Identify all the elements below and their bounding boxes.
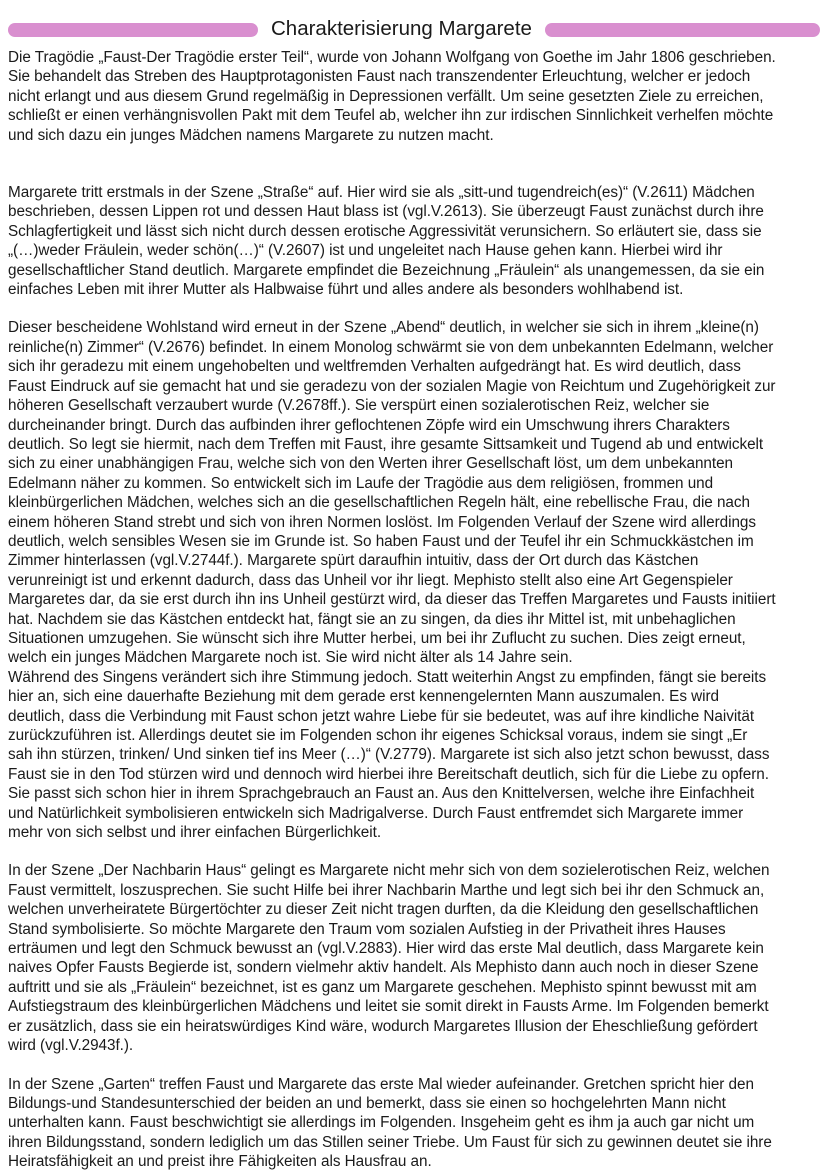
- paragraph-introduction: Die Tragödie „Faust-Der Tragödie erster Teil“, wurde von Johann Wolfgang von Goethe im Jahr 1806 geschrieben. Sie behandelt das Streben des Hauptprotagonisten Faust nach transzendenter Erleuchtung, welcher er jedoch nicht erlangt und aus diesem Grund regelmäßig in Depressionen verfällt. Um seine gesetzten Ziele zu erreichen, schließt er einen verhängnisvollen Pakt mit dem Teufel ab, welcher ihn zur irdischen Sinnlichkeit verhelfen möchte und sich dazu ein junges Mädchen namens Margarete zu nutzen macht.: [8, 49, 776, 144]
- paragraph-garten: In der Szene „Garten“ treffen Faust und Margarete das erste Mal wieder aufeinander. Gretchen spricht hier den Bildungs-und Standesunterschied der beiden an und bemerkt, dass sie einen so hochgelehrten Mann nicht unterhalten kann. Faust beschwichtigt sie allerdings im Folgenden. Insgeheim geht es ihm ja auch gar nicht um ihren Bildungsstand, sondern lediglich um das Stillen seiner Triebe. Um Faust für sich zu gewinnen deutet sie ihre Heiratsfähigkeit an und preist ihre Fähigkeiten als Hausfrau an.: [8, 1075, 772, 1171]
- title-header: [8, 14, 820, 44]
- decorative-bar-right: [545, 23, 820, 37]
- paragraph-abend: Dieser bescheidene Wohlstand wird erneut in der Szene „Abend“ deutlich, in welcher sie sich in ihrem „kleine(n) reinliche(n) Zimmer“ (V.2676) befindet. In einem Monolog schwärmt sie von dem unbekannten Edelmann, welcher sich ihr geradezu mit einem ungehobelten und weltfremden Verhalten aufgedrängt hat. Es wird deutlich, dass Faust Eindruck auf sie gemacht hat und sie geradezu von der sozialen Magie von Reichtum und Zugehörigkeit zur höheren Gesellschaft verzaubert wurde (V.2678ff.). Sie verspürt einen sozialerotischen Reiz, welcher sie durcheinander bringt. Durch das aufbinden ihrer geflochtenen Zöpfe wird ein Umschwung ihrers Charakters deutlich. So legt sie hiermit, nach dem Treffen mit Faust, ihre gesamte Sittsamkeit und Tugend ab und entwickelt sich zu einer unabhängigen Frau, welche sich von den Werten ihrer Gesellschaft löst, um dem unbekannten Edelmann näher zu kommen. So entwickelt sich im Laufe der Tragödie aus dem religiösen, frommen und kleinbürgerlichen Mädchen, welches sich an die gesellschaftlichen Regeln hält, eine rebellische Frau, die nach einem höheren Stand strebt und sich von ihren Normen loslöst. Im Folgenden Verlauf der Szene wird allerdings deutlich, welch sensibles Wesen sie im Grunde ist. So haben Faust und der Teufel ihr ein Schmuckkästchen im Zimmer hinterlassen (vgl.V.2744f.). Margarete spürt daraufhin intuitiv, dass der Ort durch das Kästchen verunreinigt ist und erkennt dadurch, dass das Unheil vor ihr liegt. Mephisto stellt also eine Art Gegenspieler Margaretes dar, da sie erst durch ihn ins Unheil gestürzt wird, da dieser das Treffen Margaretes und Fausts initiiert hat. Nachdem sie das Kästchen entdeckt hat, fängt sie an zu singen, da dies ihr Mittel ist, mit unbehaglichen Situationen umzugehen. Sie wünscht sich ihre Mutter herbei, um bei ihr Zuflucht zu suchen. Dies zeigt erneut, welch ein junges Mädchen Margarete noch ist. Sie wird nicht älter als 14 Jahre sein.: [8, 319, 776, 667]
- page-title: Charakterisierung Margarete: [271, 17, 532, 40]
- document-body: [8, 48, 820, 1172]
- document-page: [8, 14, 820, 1172]
- paragraph-singen: Während des Singens verändert sich ihre Stimmung jedoch. Statt weiterhin Angst zu empfinden, fängt sie bereits hier an, sich eine dauerhafte Beziehung mit dem gerade erst kennengelernten Mann auszumalen. Es wird deutlich, dass die Verbindung mit Faust schon jetzt wahre Liebe für sie bedeutet, was auf ihre kindliche Naivität zurückzuführen ist. Allerdings deutet sie im Folgenden schon ihr eigenes Schicksal voraus, indem sie singt „Er sah ihn stürzen, trinken/ Und sinken tief ins Meer (…)“ (V.2779). Margarete ist sich also jetzt schon bewusst, dass Faust sie in den Tod stürzen wird und dennoch wird hierbei ihre Bereitschaft deutlich, sich für die Liebe zu opfern. Sie passt sich schon hier in ihrem Sprachgebrauch an Faust an. Aus den Knittelversen, welche ihre Einfachheit und Natürlichkeit symbolisieren entwickeln sich Madrigalverse. Durch Faust entfremdet sich Margarete immer mehr von sich selbst und ihrer einfachen Bürgerlichkeit.: [8, 668, 770, 842]
- decorative-bar-left: [8, 23, 258, 37]
- paragraph-nachbarin-haus: In der Szene „Der Nachbarin Haus“ gelingt es Margarete nicht mehr sich von dem sozielerotischen Reiz, welchen Faust vermittelt, loszusprechen. Sie sucht Hilfe bei ihrer Nachbarin Marthe und legt sich bei ihr den Schmuck an, welchen unverheiratete Bürgertöchter zu dieser Zeit nicht tragen durften, da die Kleidung den gesellschaftlichen Stand symbolisierte. So möchte Margarete den Traum vom sozialen Aufstieg in der Privatheit ihres Hauses erträumen und legt den Schmuck bewusst an (vgl.V.2883). Hier wird das erste Mal deutlich, dass Margarete kein naives Opfer Fausts Begierde ist, sondern vielmehr aktiv handelt. Als Mephisto dann auch noch in dieser Szene auftritt und sie als „Fräulein“ bezeichnet, ist es ganz um Margarete geschehen. Mephisto spinnt bewusst mit am Aufstiegstraum des kleinbürgerlichen Mädchens und leitet sie somit direkt in Fausts Arme. Im Folgenden bemerkt er zusätzlich, dass sie ein heiratswürdiges Kind wäre, wodurch Margaretes Illusion der Eheschließung gefördert wird (vgl.V.2943f.).: [8, 862, 770, 1055]
- paragraph-strasse: Margarete tritt erstmals in der Szene „Straße“ auf. Hier wird sie als „sitt-und tugendreich(es)“ (V.2611) Mädchen beschrieben, dessen Lippen rot und dessen Haut blass ist (vgl.V.2613). Sie überzeugt Faust zunächst durch ihre Schlagfertigkeit und lässt sich nicht durch dessen erotische Aggressivität verunsichern. So erläutert sie, dass sie „(…)weder Fräulein, weder schön(…)“ (V.2607) ist und ungeleitet nach Hause gehen kann. Hierbei wird ihr gesellschaftlicher Stand deutlich. Margarete empfindet die Bezeichnung „Fräulein“ als unangemessen, da sie ein einfaches Leben mit ihrer Mutter als Halbwaise führt und alles andere als besonders wohlhabend ist.: [8, 184, 765, 299]
